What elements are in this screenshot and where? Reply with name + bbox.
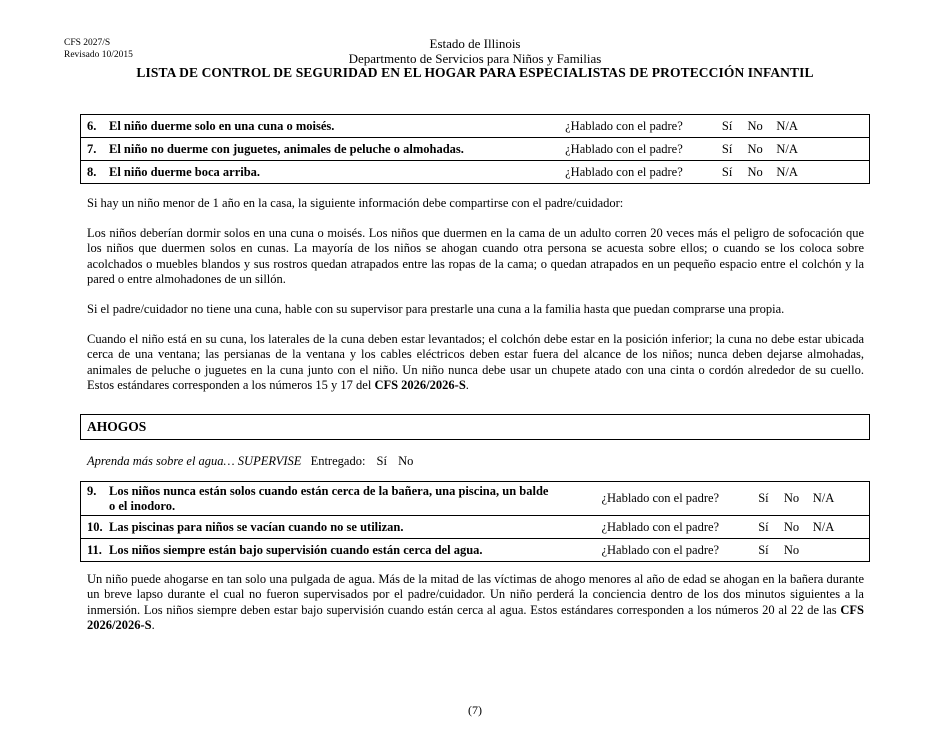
- option-na[interactable]: N/A: [776, 141, 798, 156]
- item-text: El niño duerme boca arriba.: [109, 164, 261, 179]
- revision-date: Revisado 10/2015: [64, 50, 133, 60]
- discussed-question: ¿Hablado con el padre?: [565, 118, 683, 133]
- page-number: (7): [468, 703, 482, 717]
- item-text: Los niños nunca están solos cuando están cerca de la bañera, una piscina, un balde o el inodoro.: [109, 483, 549, 513]
- discussed-question: ¿Hablado con el padre?: [601, 491, 720, 505]
- item-number: 10.: [87, 519, 103, 534]
- delivered-no-option[interactable]: No: [398, 454, 414, 468]
- discussed-question: ¿Hablado con el padre?: [601, 542, 720, 557]
- option-no[interactable]: No: [783, 519, 800, 534]
- checklist-row: [81, 161, 870, 184]
- checklist-row: [81, 115, 870, 138]
- option-yes[interactable]: Sí: [758, 542, 769, 557]
- option-na[interactable]: N/A: [812, 519, 835, 534]
- crib-standards-text: Cuando el niño está en su cuna, los laterales de la cuna deben estar levantados; el colchón debe estar en la posición inferior; la cuna no debe estar ubicada cerca de una ventana; las persianas de la ventana y los cables eléctricos deben estar fuera del alcance de los niños; nunca deben dejarse almohadas, animales de peluche o juguetes en la cuna junto con el niño. Un niño nunca debe usar un chupete atado con una cinta o cordón alrededor de su cuello. Estos estándares corresponden a los números 15 y 17 del: [87, 332, 864, 393]
- form-number: CFS 2027/S: [64, 38, 111, 48]
- option-na[interactable]: N/A: [812, 491, 835, 505]
- drowning-text: Un niño puede ahogarse en tan solo una pulgada de agua. Más de la mitad de las víctimas de ahogo menores al año de edad se ahogan en la bañera durante un breve lapso durante el cual no fueron supervisados por el padre/cuidador. Un niño perderá la conciencia dentro de los dos minutos siguientes a la inmersión. Los niños siempre deben estar bajo supervisión cuando están cerca al agua. Estos estándares corresponden a los números 20 al 22 de las: [87, 572, 864, 617]
- section-title: AHOGOS: [87, 419, 147, 434]
- item-text: Las piscinas para niños se vacían cuando no se utilizan.: [109, 519, 404, 534]
- period: .: [151, 618, 155, 633]
- option-no[interactable]: No: [783, 542, 800, 557]
- sleep-checklist-table: [80, 114, 870, 184]
- option-na[interactable]: N/A: [776, 164, 798, 179]
- checklist-row: [81, 138, 870, 161]
- delivered-yes-option[interactable]: Sí: [376, 454, 387, 468]
- item-number: 8.: [87, 164, 97, 179]
- option-no[interactable]: No: [747, 141, 763, 156]
- item-number: 7.: [87, 141, 97, 156]
- option-yes[interactable]: Sí: [758, 491, 769, 505]
- item-number: 11.: [87, 542, 102, 557]
- delivered-label: Entregado:: [310, 454, 366, 468]
- option-yes[interactable]: Sí: [758, 519, 769, 534]
- drowning-section-header: [80, 414, 870, 440]
- infant-info-intro: Si hay un niño menor de 1 año en la casa, la siguiente información debe compartirse con el padre/cuidador:: [87, 196, 624, 210]
- sleep-safety-paragraph: Los niños deberían dormir solos en una cuna o moisés. Los niños que duermen en la cama de un adulto corren 20 veces más el peligro de sofocación que los niños que duermen solos en cunas. La mayoría de los niños se ahogan cuando otra persona se acuesta sobre ellos; o cuando se los coloca sobre acolchados o muebles blandos y sus rostros quedan atrapados entre las ropas de la cama; o quedan atrapados en un pequeño espacio entre el colchón y la pared o entre almohadones de un sillón.: [87, 226, 864, 287]
- period: .: [465, 378, 469, 393]
- drowning-checklist-table: [80, 481, 870, 562]
- option-no[interactable]: No: [747, 164, 763, 179]
- item-text: El niño no duerme con juguetes, animales de peluche o almohadas.: [109, 141, 464, 156]
- option-yes[interactable]: Sí: [721, 118, 733, 133]
- checklist-row: [81, 516, 870, 539]
- crib-loan-paragraph: Si el padre/cuidador no tiene una cuna, hable con su supervisor para prestarle una cuna a la familia hasta que puedan comprarse una propia.: [87, 302, 785, 316]
- option-no[interactable]: No: [783, 491, 800, 505]
- crib-standards-paragraph: [87, 332, 864, 394]
- standards-reference: CFS 2026/2026-S: [374, 378, 466, 393]
- item-number: 9.: [87, 483, 97, 498]
- item-number: 6.: [87, 118, 97, 133]
- page-title: LISTA DE CONTROL DE SEGURIDAD EN EL HOGAR PARA ESPECIALISTAS DE PROTECCIÓN INFANTIL: [136, 65, 814, 80]
- drowning-info-paragraph: [87, 572, 864, 634]
- standards-reference: CFS 2026/2026-S: [87, 602, 864, 633]
- option-na[interactable]: N/A: [776, 118, 798, 133]
- item-text: El niño duerme solo en una cuna o moisés.: [109, 118, 335, 133]
- department-name: Departmento de Servicios para Niños y Familias: [348, 51, 602, 66]
- discussed-question: ¿Hablado con el padre?: [565, 141, 683, 156]
- learn-text: Aprenda más sobre el agua… SUPERVISE: [87, 454, 302, 468]
- discussed-question: ¿Hablado con el padre?: [565, 164, 683, 179]
- learn-about-water-line: [87, 454, 413, 469]
- discussed-question: ¿Hablado con el padre?: [601, 519, 720, 534]
- checklist-row: [81, 539, 870, 562]
- option-yes[interactable]: Sí: [721, 164, 733, 179]
- option-no[interactable]: No: [747, 118, 763, 133]
- item-text: Los niños siempre están bajo supervisión cuando están cerca del agua.: [109, 542, 483, 557]
- checklist-row: [81, 482, 870, 516]
- state-name: Estado de Illinois: [429, 36, 521, 51]
- option-yes[interactable]: Sí: [721, 141, 733, 156]
